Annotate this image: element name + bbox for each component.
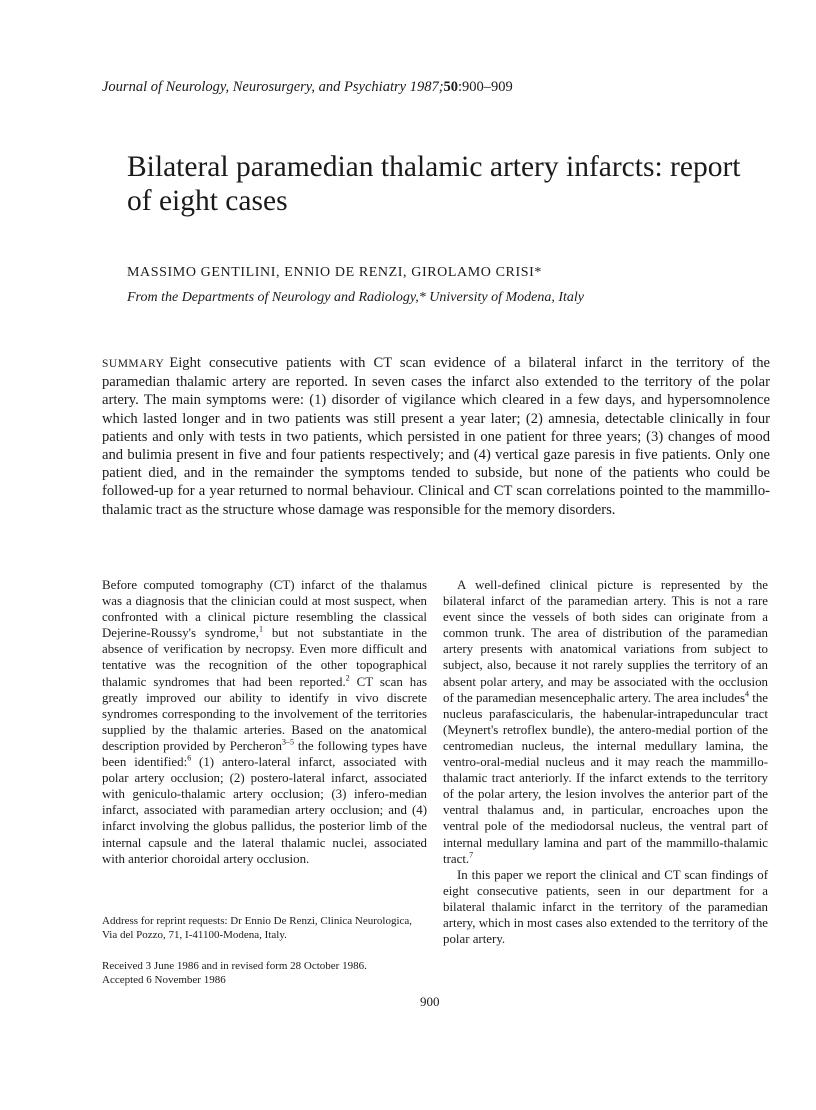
citation-ref: 3–5 — [281, 737, 294, 747]
citation-ref: 1 — [258, 624, 263, 634]
article-title: Bilateral paramedian thalamic artery infarcts: report of eight cases — [127, 151, 741, 217]
journal-name: Journal of Neurology, Neurosurgery, and Psychiatry 1987; — [102, 79, 444, 95]
intro-paragraph: Before computed tomography (CT) infarct of the thalamus was a diagnosis that the clinician could at most suspect, when confronted with a clinical picture resembling the classical Dejerine-Roussy's syndrome,$^1$ but not substantiate in the absence of verification by necropsy. Even more difficult and tentative was the recognition of the other topographical thalamic syndromes that had been reported.$^2$ CT scan has greatly improved our ability to identify in vivo discrete syndromes corresponding to the involvement of the territories supplied by the thalamic arteries. Based on the anatomical description provided by Percheron$^{3-5}$ the following types have been identified:$^6$ (1) antero-lateral infarct, associated with polar artery occlusion; (2) postero-lateral infarct, associated with geniculo-thalamic artery occlusion; (3) infero-median infarct, associated with paramedian artery occlusion; and (4) infarct involving the globus pallidus, the posterior limb of the internal capsule and the lateral thalamic nuclei, associated with anterior choroidal artery occlusion. — [102, 578, 428, 866]
body-paragraph: In this paper we report the clinical and CT scan findings of eight consecutive patients, seen in our department for a bilateral thalamic infarct in the territory of the paramedian artery, which in most cases also extended to the territory of the polar artery. — [443, 867, 768, 947]
journal-pages: :900–909 — [458, 79, 513, 95]
body-column-left — [102, 577, 427, 867]
reprint-address: Address for reprint requests: Dr Ennio De Renzi, Clinica Neurologica, Via del Pozzo, 71, I-41100-Modena, Italy. — [102, 915, 413, 941]
author-list: MASSIMO GENTILINI, ENNIO DE RENZI, GIROLAMO CRISI* — [127, 265, 542, 280]
citation-ref: 7 — [469, 850, 474, 860]
citation-ref: 4 — [744, 689, 749, 699]
citation-ref: 6 — [187, 753, 192, 763]
body-column-right — [443, 577, 768, 947]
citation-ref: 2 — [345, 673, 350, 683]
accepted-line: Accepted 6 November 1986 — [102, 974, 226, 986]
summary-text: Eight consecutive patients with CT scan evidence of a bilateral infarct in the territory of the paramedian thalamic artery are reported. In seven cases the infarct also extended to the territory of the polar artery. The main symptoms were: (1) disorder of vigilance which cleared in a few days, and hypersomnolence which lasted longer and in two patients was still present a year later; (2) amnesia, detectable clinically in four patients and only with tests in two patients, which persisted in one patient for three years; (3) changes of mood and bulimia present in five and four patients respectively; and (4) vertical gaze paresis in five patients. Only one patient died, and in the remainder the symptoms tended to subside, but none of the patients who could be followed-up for a year returned to normal behaviour. Clinical and CT scan correlations pointed to the mammillo-thalamic tract as the structure whose damage was responsible for the memory disorders. — [102, 355, 770, 518]
affiliation: From the Departments of Neurology and Radiology,* University of Modena, Italy — [127, 290, 585, 305]
summary-label: SUMMARY — [102, 358, 165, 370]
summary-abstract — [102, 354, 770, 519]
journal-citation — [102, 78, 722, 96]
journal-volume: 50 — [443, 79, 459, 95]
body-paragraph: A well-defined clinical picture is represented by the bilateral infarct of the paramedian artery. This is not a rare event since the vessels of both sides can originate from a common trunk. The area of distribution of the paramedian artery presents with anatomical variations from subject to subject, also, because it not rarely supplies the territory of an absent polar artery, and may be associated with the occlusion of the paramedian mesencephalic artery. The area includes$^4$ the nucleus parafascicularis, the habenular-intrapeduncular tract (Meynert's retroflex bundle), the antero-medial portion of the centromedian nucleus, the internal medullary lamina, the ventro-oral-medial nucleus and it may reach the mammillo-thalamic tract anteriorly. If the infarct extends to the territory of the polar artery, the lesion involves the anterior part of the ventral thalamus and, in particular, encroaches upon the ventral pole of the mediodorsal nucleus, the ventral part of internal medullary lamina and part of the mammillo-thalamic tract.$^7$ — [443, 578, 768, 866]
page-number: 900 — [420, 994, 440, 1009]
received-dates — [102, 959, 427, 987]
received-line: Received 3 June 1986 and in revised form 28 October 1986. — [102, 960, 367, 972]
